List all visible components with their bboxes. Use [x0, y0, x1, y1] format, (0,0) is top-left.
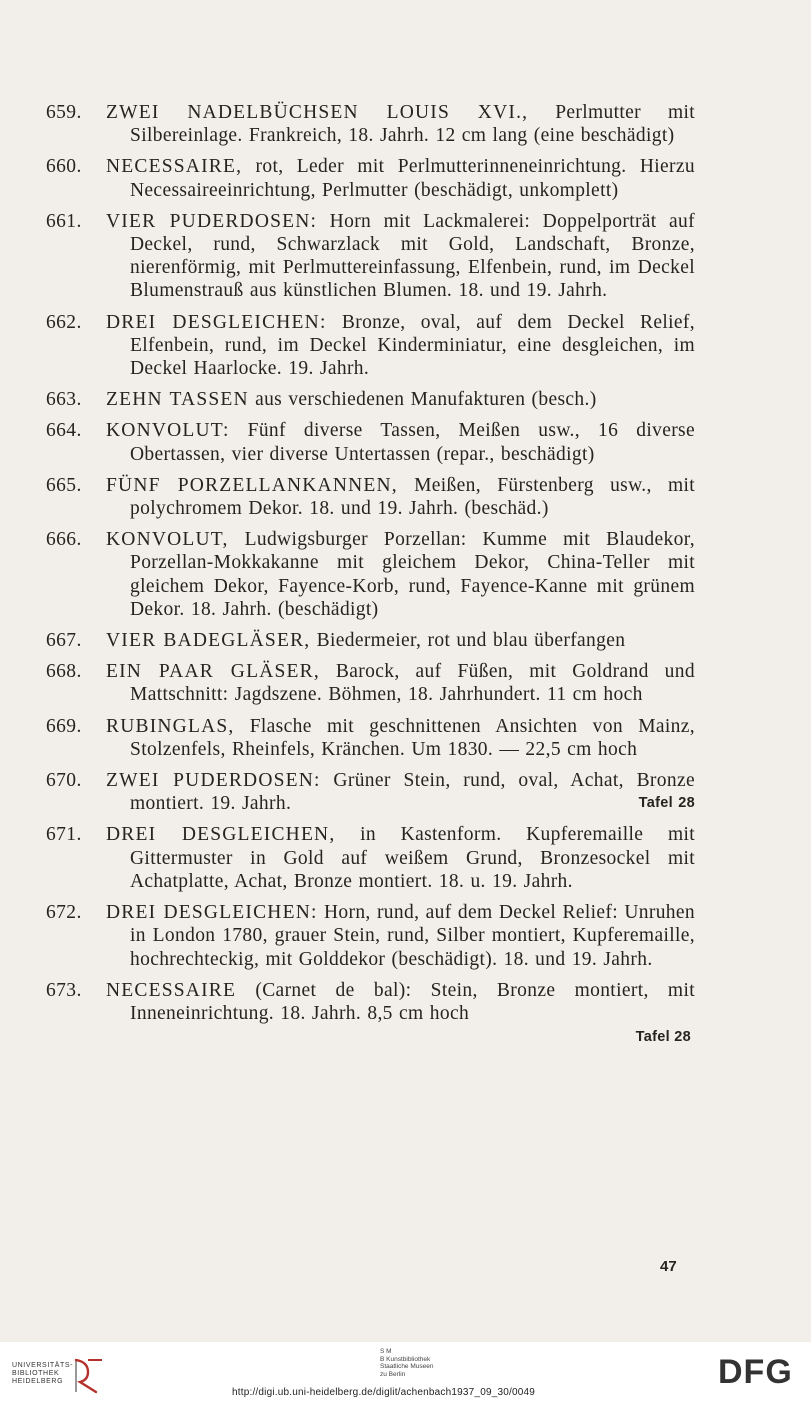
- entry-description: Barock, auf Füßen, mit Goldrand und Mattschnitt: Jagdszene. Böhmen, 18. Jahrhundert. 11 cm hoch: [130, 661, 695, 706]
- entry-number: 669.: [46, 715, 82, 737]
- entry-text: [106, 979, 695, 1025]
- entry-description: (Carnet de bal): Stein, Bronze montiert, mit Inneneinrichtung. 18. Jahrh. 8,5 cm hoch: [130, 979, 695, 1024]
- entry-description: Bronze, oval, auf dem Deckel Relief, Elfenbein, rund, im Deckel Kinderminiatur, eine desgleichen, im Deckel Haarlocke. 19. Jahrh.: [130, 311, 695, 380]
- entry-title: VIER BADEGLÄSER,: [106, 630, 311, 652]
- entry-number: 661.: [46, 210, 82, 232]
- catalog-entry: [40, 823, 695, 893]
- catalog-entry: [40, 474, 695, 520]
- entry-description: Biedermeier, rot und blau überfangen: [316, 630, 626, 652]
- entry-description: Perlmutter mit Silbereinlage. Frankreich, 18. Jahrh. 12 cm lang (eine beschädigt): [130, 102, 696, 147]
- entry-number: 663.: [46, 389, 82, 411]
- entry-title: ZWEI PUDERDOSEN:: [106, 770, 321, 792]
- entry-description: rot, Leder mit Perlmutterinneneinrichtung. Hierzu Necessaireeinrichtung, Perlmutter (beschädigt, unkomplett): [130, 156, 695, 201]
- plate-reference: Tafel 28: [638, 795, 695, 812]
- entry-text: [106, 311, 695, 381]
- entry-number: 666.: [46, 529, 82, 551]
- entry-description: Grüner Stein, rund, oval, Achat, Bronze montiert. 19. Jahrh.: [130, 770, 695, 815]
- entry-title: KONVOLUT:: [106, 420, 230, 442]
- catalog-entry: [40, 979, 695, 1047]
- entry-description: Flasche mit geschnittenen Ansichten von Mainz, Stolzenfels, Rheinfels, Kränchen. Um 1830. — 22,5 cm hoch: [130, 715, 695, 760]
- catalog-entry: [40, 101, 695, 147]
- entry-title: EIN PAAR GLÄSER,: [106, 661, 320, 683]
- entry-title: RUBINGLAS,: [106, 715, 235, 737]
- dfg-logo[interactable]: DFG: [718, 1353, 793, 1391]
- library-emblem-icon: [74, 1356, 104, 1394]
- entry-text: [106, 101, 695, 147]
- entry-title: FÜNF PORZELLANKANNEN,: [106, 474, 398, 496]
- catalog-entry: [40, 769, 695, 815]
- entry-title: KONVOLUT,: [106, 529, 229, 551]
- entry-description: aus verschiedenen Manufakturen (besch.): [255, 389, 597, 411]
- entry-text: [106, 715, 695, 761]
- entry-text: [106, 769, 695, 815]
- entry-number: 660.: [46, 156, 82, 178]
- entry-description: Fünf diverse Tassen, Meißen usw., 16 diverse Obertassen, vier diverse Untertassen (repar., beschädigt): [130, 420, 695, 465]
- entry-number: 672.: [46, 902, 82, 924]
- entry-description: Meißen, Fürstenberg usw., mit polychromem Dekor. 18. und 19. Jahrh. (beschäd.): [130, 474, 695, 520]
- entry-text: [106, 528, 695, 621]
- catalog-entry: [40, 629, 695, 652]
- page-number: 47: [660, 1258, 677, 1275]
- entry-title: VIER PUDERDOSEN:: [106, 210, 318, 232]
- entry-description: in Kastenform. Kupferemaille mit Gittermuster in Gold auf weißem Grund, Bronzesockel mit Achatplatte, Achat, Bronze montiert. 18. u. 19. Jahrh.: [130, 824, 695, 892]
- entry-title: DREI DESGLEICHEN:: [106, 311, 327, 333]
- entry-text: [106, 823, 695, 893]
- entry-text: [106, 474, 695, 520]
- entry-text: [106, 419, 695, 465]
- catalog-entry: [40, 210, 695, 303]
- entry-number: 670.: [46, 770, 82, 792]
- entry-number: 662.: [46, 311, 82, 333]
- catalog-entry: [40, 388, 695, 411]
- entry-title: NECESSAIRE,: [106, 156, 243, 178]
- entry-title: DREI DESGLEICHEN,: [106, 824, 336, 846]
- museum-logo-line: zu Berlin: [380, 1370, 406, 1378]
- entry-number: 665.: [46, 474, 82, 496]
- berlin-museums-logo[interactable]: [380, 1348, 470, 1378]
- entry-text: [106, 155, 695, 201]
- catalog-entry: [40, 155, 695, 201]
- heidelberg-library-logo[interactable]: [12, 1356, 104, 1396]
- source-url-link[interactable]: http://digi.ub.uni-heidelberg.de/diglit/achenbach1937_09_30/0049: [232, 1387, 536, 1398]
- entry-number: 667.: [46, 630, 82, 652]
- library-name-line: HEIDELBERG: [12, 1378, 64, 1385]
- entry-number: 664.: [46, 420, 82, 442]
- museum-logo-line: Staatliche Museen: [380, 1363, 434, 1370]
- plate-reference: Tafel 28: [635, 1029, 691, 1046]
- catalog-entry: [40, 715, 695, 761]
- entry-description: Horn mit Lackmalerei: Doppelporträt auf Deckel, rund, Schwarzlack mit Gold, Landschaft, Bronze, nierenförmig, mit Perlmuttereinfassung, Elfenbein, rund, im Deckel Blumenstrauß aus künstlichen Blumen. 18. und 19. Jahrh.: [130, 210, 695, 302]
- catalog-entry: [40, 528, 695, 621]
- entry-text: [106, 210, 695, 303]
- entry-title: DREI DESGLEICHEN:: [106, 902, 318, 924]
- museum-logo-line: B Kunstbibliothek: [380, 1355, 431, 1363]
- entry-text: [106, 660, 695, 706]
- entry-text: [106, 901, 695, 971]
- entry-number: 668.: [46, 661, 82, 683]
- museum-logo-line: S M: [380, 1348, 392, 1355]
- catalog-entries: [40, 101, 695, 1055]
- catalog-entry: [40, 901, 695, 971]
- catalog-entry: [40, 660, 695, 706]
- entry-number: 659.: [46, 102, 82, 123]
- entry-text: [106, 388, 695, 411]
- entry-text: [106, 629, 695, 652]
- catalog-entry: [40, 419, 695, 465]
- entry-title: ZEHN TASSEN: [106, 389, 249, 411]
- library-name-line: UNIVERSITÄTS-: [12, 1362, 74, 1369]
- entry-number: 673.: [46, 979, 82, 1001]
- entry-number: 671.: [46, 824, 82, 846]
- library-name-line: BIBLIOTHEK: [12, 1370, 60, 1377]
- entry-description: Ludwigsburger Porzellan: Kumme mit Blaudekor, Porzellan-Mokkakanne mit gleichem Dekor, China-Teller mit gleichem Dekor, Fayence-Korb, rund, Fayence-Kanne mit grünem Dekor. 18. Jahrh. (beschädigt): [130, 529, 695, 620]
- digitization-footer: [0, 1342, 811, 1401]
- entry-description: Horn, rund, auf dem Deckel Relief: Unruhen in London 1780, grauer Stein, rund, Silber montiert, Kupferemaille, hochrechteckig, mit Golddekor (beschädigt). 18. und 19. Jahrh.: [130, 902, 695, 970]
- entry-title: ZWEI NADELBÜCHSEN LOUIS XVI.,: [106, 102, 529, 123]
- catalog-entry: [40, 311, 695, 381]
- entry-title: NECESSAIRE: [106, 979, 237, 1001]
